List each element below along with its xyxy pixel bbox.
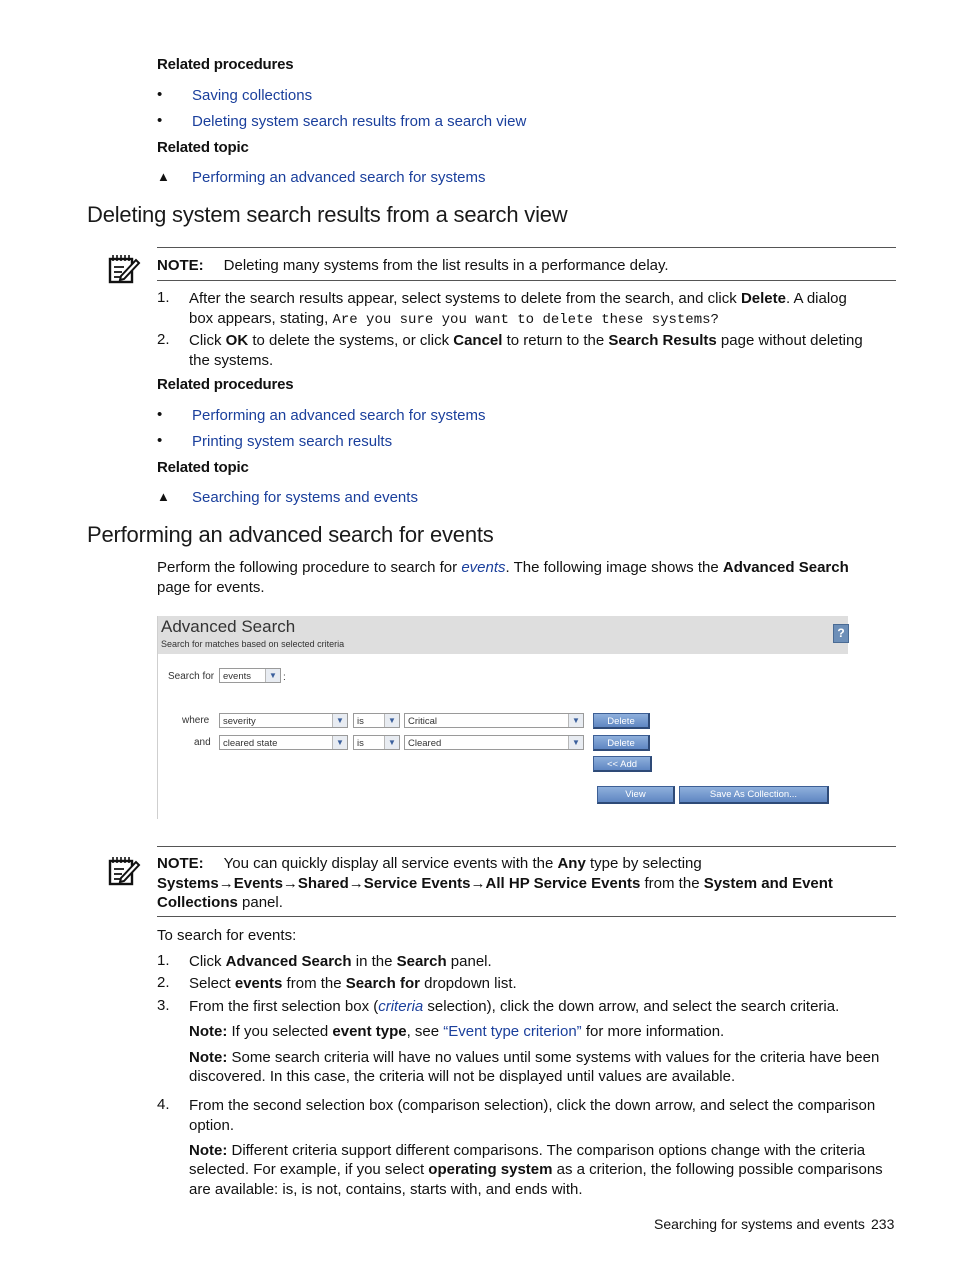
operating-system-bold: operating system [428, 1161, 553, 1178]
note-comparisons-end: are available: is, is not, contains, starts with, and ends with. [189, 1181, 583, 1198]
step-4-cont: option. [189, 1117, 235, 1134]
chevron-down-icon[interactable]: ▼ [265, 669, 280, 682]
note-text: If you selected [227, 1023, 333, 1040]
chevron-down-icon[interactable]: ▼ [332, 714, 347, 727]
step-number: 3. [157, 997, 170, 1014]
where-label: where [182, 715, 210, 726]
step-number: 1. [157, 952, 170, 969]
search-bold: Search [396, 953, 447, 970]
step-number: 1. [157, 289, 170, 306]
dialog-message: Are you sure you want to delete these systems? [332, 312, 719, 328]
link-deleting-system-search-results[interactable]: Deleting system search results from a search view [192, 113, 527, 130]
note-label: NOTE: [157, 855, 204, 872]
view-button[interactable]: View [597, 786, 675, 804]
note-text-g: panel. [237, 894, 283, 911]
arrow-icon: → [282, 875, 298, 892]
divider [157, 247, 896, 248]
step-3 [189, 997, 899, 1017]
step-text: Click [189, 953, 226, 970]
page-number: 233 [871, 1216, 895, 1232]
note-text: , see [406, 1023, 444, 1040]
comparison-value: is [357, 716, 364, 727]
link-advanced-search-systems[interactable]: Performing an advanced search for systems [192, 407, 486, 424]
screenshot-header [158, 616, 848, 654]
note-label: NOTE: [157, 257, 204, 274]
related-topic-label: Related topic [157, 139, 249, 156]
chevron-down-icon[interactable]: ▼ [332, 736, 347, 749]
note-text: for more information. [581, 1023, 725, 1040]
note-text: selected. For example, if you select [189, 1161, 429, 1178]
step-1 [189, 289, 899, 309]
note-label: Note: [189, 1023, 228, 1040]
advanced-search-screenshot [157, 616, 849, 819]
help-icon[interactable]: ? [833, 624, 849, 643]
note-text-c: type by selecting [585, 855, 702, 872]
triangle-bullet-icon: ▲ [157, 169, 170, 184]
search-for-select[interactable] [219, 668, 281, 683]
step-4: From the second selection box (comparison selection), click the down arrow, and select the comparison [189, 1097, 876, 1114]
step-text: dropdown list. [419, 975, 517, 992]
section-heading-deleting: Deleting system search results from a search view [87, 202, 568, 227]
note-comparisons [189, 1141, 901, 1161]
step-text: from the [282, 975, 346, 992]
any-bold: Any [557, 855, 586, 872]
chevron-down-icon[interactable]: ▼ [568, 714, 583, 727]
criteria-value: cleared state [223, 738, 278, 749]
criteria-select[interactable] [219, 735, 348, 750]
step2-text-e: to return to the [502, 332, 609, 349]
note-deleting [157, 256, 669, 276]
note-comparisons-cont [189, 1160, 901, 1180]
related-procedures-label: Related procedures [157, 56, 294, 73]
advanced-search-bold: Advanced Search [722, 559, 849, 576]
link-printing-results[interactable]: Printing system search results [192, 433, 393, 450]
footer-section-title: Searching for systems and events [654, 1216, 865, 1232]
chevron-down-icon[interactable]: ▼ [384, 714, 399, 727]
arrow-icon: → [348, 875, 364, 892]
step1-text-d: box appears, stating, [189, 310, 333, 327]
divider [157, 916, 896, 917]
step2-text-c: to delete the systems, or click [248, 332, 454, 349]
menu-path-systems: Systems [157, 875, 219, 892]
and-label: and [194, 737, 211, 748]
note-icon [107, 854, 141, 888]
note-no-values-cont: discovered. In this case, the criteria will not be displayed until values are available. [189, 1068, 736, 1085]
value-select[interactable] [404, 713, 584, 728]
arrow-icon: → [218, 875, 234, 892]
menu-path-all-hp-service-events: All HP Service Events [485, 875, 641, 892]
menu-path-events: Events [233, 875, 283, 892]
delete-bold: Delete [740, 290, 786, 307]
step-text: in the [351, 953, 397, 970]
system-and-event-bold: System and Event [703, 875, 833, 892]
divider [157, 280, 896, 281]
search-results-bold: Search Results [608, 332, 717, 349]
delete-button[interactable]: Delete [593, 713, 650, 729]
comparison-select[interactable] [353, 735, 400, 750]
note-any-type [157, 854, 897, 874]
events-bold: events [234, 975, 283, 992]
note-icon [107, 252, 141, 286]
step-number: 2. [157, 331, 170, 348]
note-collections [157, 893, 283, 913]
step-1-cont [189, 309, 899, 330]
note-event-type [189, 1022, 724, 1042]
menu-path-service-events: Service Events [363, 875, 471, 892]
note-text-d: from the [640, 875, 704, 892]
related-procedures-label: Related procedures [157, 376, 294, 393]
link-criteria[interactable]: criteria [378, 998, 424, 1015]
link-event-type-criterion[interactable]: “Event type criterion” [443, 1023, 582, 1040]
note-text-a: You can quickly display all service events with the [223, 855, 558, 872]
step2-text-g: page without deleting [716, 332, 863, 349]
steps-intro: To search for events: [157, 927, 297, 944]
cancel-bold: Cancel [453, 332, 503, 349]
add-button[interactable]: << Add [593, 756, 652, 772]
note-no-values [189, 1048, 901, 1068]
step-text: From the first selection box ( [189, 998, 379, 1015]
step-2 [189, 974, 517, 994]
value-value: Cleared [408, 738, 442, 749]
step-text: panel. [446, 953, 492, 970]
link-events[interactable]: events [461, 559, 506, 576]
bullet: • [157, 432, 163, 449]
colon: : [283, 672, 286, 683]
step-number: 4. [157, 1096, 170, 1113]
criteria-value: severity [223, 716, 256, 727]
note-text: Different criteria support different comparisons. The comparison options change with the criteria [227, 1142, 866, 1159]
bullet: • [157, 86, 163, 103]
related-topic-label: Related topic [157, 459, 249, 476]
step2-text-a: Click [189, 332, 226, 349]
chevron-down-icon[interactable]: ▼ [384, 736, 399, 749]
arrow-icon: → [470, 875, 486, 892]
bullet: • [157, 112, 163, 129]
comparison-value: is [357, 738, 364, 749]
intro-paragraph-cont: page for events. [157, 579, 265, 596]
step-text: Select [189, 975, 235, 992]
step-1 [189, 952, 492, 972]
note-label: Note: [189, 1142, 228, 1159]
intro-text-b: . The following image shows the [505, 559, 723, 576]
value-select[interactable] [404, 735, 584, 750]
note-menu-path [157, 874, 902, 894]
step1-text-c: . A dialog [785, 290, 847, 307]
intro-text-a: Perform the following procedure to search for [157, 559, 462, 576]
criteria-select[interactable] [219, 713, 348, 728]
note-label: Note: [189, 1049, 228, 1066]
chevron-down-icon[interactable]: ▼ [568, 736, 583, 749]
search-for-label: Search for [168, 671, 215, 682]
step-2-cont: the systems. [189, 352, 274, 369]
step-text: selection), click the down arrow, and select the search criteria. [423, 998, 840, 1015]
triangle-bullet-icon: ▲ [157, 489, 170, 504]
screenshot-title: Advanced Search [161, 617, 296, 636]
divider [157, 846, 896, 847]
advanced-search-bold: Advanced Search [225, 953, 352, 970]
bullet: • [157, 406, 163, 423]
screenshot-subtitle: Search for matches based on selected criteria [161, 639, 345, 649]
search-for-value: events [223, 671, 251, 682]
value-value: Critical [408, 716, 438, 727]
save-as-collection-button[interactable]: Save As Collection... [679, 786, 829, 804]
link-advanced-search-systems[interactable]: Performing an advanced search for systems [192, 169, 486, 186]
search-for-bold: Search for [345, 975, 420, 992]
step1-text-a: After the search results appear, select systems to delete from the search, and click [189, 290, 741, 307]
step-number: 2. [157, 974, 170, 991]
section-heading-advanced-events: Performing an advanced search for events [87, 522, 494, 547]
comparison-select[interactable] [353, 713, 400, 728]
step-2 [189, 331, 899, 351]
event-type-bold: event type [332, 1023, 407, 1040]
ok-bold: OK [225, 332, 249, 349]
note-text: Some search criteria will have no values until some systems with values for the criteria have been [227, 1049, 880, 1066]
note-text: as a criterion, the following possible comparisons [552, 1161, 883, 1178]
intro-paragraph [157, 558, 897, 578]
note-text: Deleting many systems from the list results in a performance delay. [223, 257, 669, 274]
collections-bold: Collections [157, 894, 238, 911]
menu-path-shared: Shared [297, 875, 349, 892]
delete-button[interactable]: Delete [593, 735, 650, 751]
link-saving-collections[interactable]: Saving collections [192, 87, 313, 104]
link-searching-systems-events[interactable]: Searching for systems and events [192, 489, 418, 506]
